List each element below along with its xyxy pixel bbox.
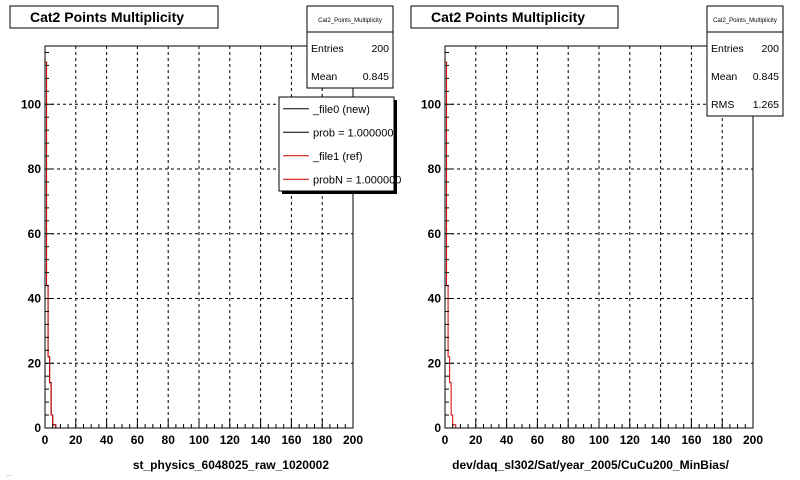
y-tick-label: 20: [27, 356, 41, 371]
x-tick-label: 160: [681, 433, 702, 447]
chart-panel-2: [411, 6, 783, 472]
stats-value: 0.845: [362, 71, 389, 83]
x-tick-label: 0: [41, 433, 49, 447]
y-tick-label: 100: [420, 97, 441, 112]
footer-text: ...: [6, 471, 12, 478]
x-tick-label: 60: [530, 433, 545, 447]
x-tick-label: 80: [161, 433, 175, 447]
x-tick-label: 160: [281, 433, 302, 447]
x-axis-label: st_physics_6048025_raw_1020002: [132, 458, 329, 472]
stats-histogram-name: Cat2_Points_Multiplicity: [318, 18, 382, 24]
y-tick-label: 100: [20, 97, 41, 112]
y-tick-label: 20: [427, 356, 441, 371]
x-tick-label: 120: [619, 433, 640, 447]
legend-entry-label: prob = 1.000000: [313, 127, 394, 140]
y-tick-label: 60: [27, 226, 41, 241]
x-tick-label: 200: [342, 433, 364, 447]
stats-label: Entries: [711, 43, 744, 55]
x-tick-label: 100: [588, 433, 610, 447]
x-tick-label: 120: [219, 433, 240, 447]
x-axis-label: dev/daq_sl302/Sat/year_2005/CuCu200_MinBias/: [452, 458, 729, 472]
x-tick-label: 100: [188, 433, 210, 447]
stats-label: Mean: [711, 71, 738, 83]
x-tick-label: 0: [441, 433, 449, 447]
stats-value: 200: [371, 43, 389, 55]
x-tick-label: 20: [469, 433, 483, 447]
y-tick-label: 40: [427, 291, 441, 306]
chart-title: Cat2 Points Multiplicity: [30, 9, 185, 25]
stats-histogram-name: Cat2_Points_Multiplicity: [713, 18, 777, 24]
stats-label: RMS: [711, 99, 735, 111]
y-tick-label: 0: [434, 421, 441, 435]
legend-entry-label: _file0 (new): [313, 103, 370, 116]
chart-panel-1: [10, 6, 401, 472]
x-tick-label: 140: [250, 433, 271, 447]
x-tick-label: 180: [712, 433, 733, 447]
x-tick-label: 180: [312, 433, 333, 447]
stats-label: Entries: [311, 43, 344, 55]
y-tick-label: 80: [27, 162, 41, 177]
legend-entry-label: _file1 (ref): [313, 150, 363, 163]
stats-label: Mean: [311, 71, 338, 83]
chart-title: Cat2 Points Multiplicity: [431, 9, 586, 25]
x-tick-label: 80: [561, 433, 575, 447]
y-tick-label: 0: [34, 421, 41, 435]
x-tick-label: 140: [650, 433, 671, 447]
x-tick-label: 40: [99, 433, 114, 447]
y-tick-label: 40: [27, 291, 41, 306]
y-tick-label: 80: [427, 162, 441, 177]
x-tick-label: 200: [742, 433, 764, 447]
x-tick-label: 60: [130, 433, 145, 447]
stats-value: 1.265: [752, 99, 779, 111]
legend-entry-label: probN = 1.000000: [313, 174, 402, 187]
x-tick-label: 20: [69, 433, 83, 447]
legend: [279, 97, 401, 194]
stats-value: 200: [761, 43, 779, 55]
y-tick-label: 60: [427, 226, 441, 241]
x-tick-label: 40: [499, 433, 514, 447]
stats-value: 0.845: [752, 71, 779, 83]
